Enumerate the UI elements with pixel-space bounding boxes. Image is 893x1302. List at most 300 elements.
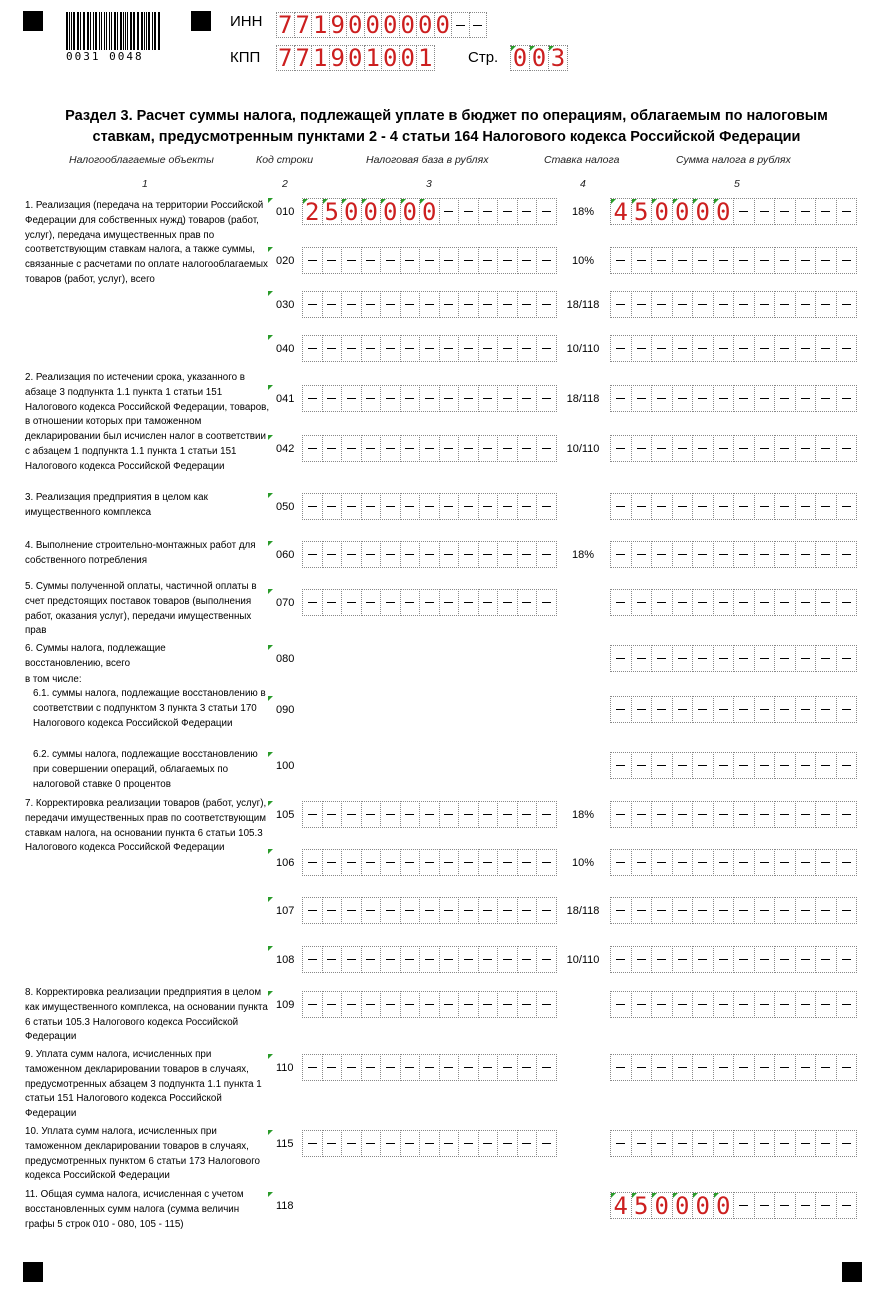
- amount-cell[interactable]: [692, 849, 714, 876]
- base-cell[interactable]: [341, 897, 362, 924]
- base-cell[interactable]: [536, 801, 557, 828]
- amount-cell[interactable]: [713, 946, 735, 973]
- amount-cell[interactable]: [795, 291, 817, 318]
- base-cell[interactable]: [517, 291, 538, 318]
- tax-amount-field-030[interactable]: [610, 291, 856, 318]
- amount-cell[interactable]: [713, 335, 735, 362]
- amount-cell[interactable]: [754, 645, 776, 672]
- amount-cell[interactable]: [610, 247, 632, 274]
- amount-cell[interactable]: [713, 198, 735, 225]
- amount-cell[interactable]: [672, 946, 694, 973]
- amount-cell[interactable]: [610, 645, 632, 672]
- base-cell[interactable]: [341, 801, 362, 828]
- base-cell[interactable]: [322, 247, 343, 274]
- base-cell[interactable]: [517, 1130, 538, 1157]
- amount-cell[interactable]: [795, 247, 817, 274]
- base-cell[interactable]: [497, 1130, 518, 1157]
- amount-cell[interactable]: [815, 645, 837, 672]
- base-cell[interactable]: [302, 493, 323, 520]
- amount-cell[interactable]: [815, 385, 837, 412]
- amount-cell[interactable]: [651, 1192, 673, 1219]
- amount-cell[interactable]: [651, 946, 673, 973]
- amount-cell[interactable]: [774, 435, 796, 462]
- amount-cell[interactable]: [692, 247, 714, 274]
- tax-base-field-010[interactable]: [302, 198, 556, 225]
- amount-cell[interactable]: [733, 335, 755, 362]
- amount-cell[interactable]: [815, 435, 837, 462]
- amount-cell[interactable]: [651, 801, 673, 828]
- base-cell[interactable]: [419, 541, 440, 568]
- amount-cell[interactable]: [754, 335, 776, 362]
- amount-cell[interactable]: [631, 541, 653, 568]
- amount-cell[interactable]: [631, 897, 653, 924]
- amount-cell[interactable]: [754, 291, 776, 318]
- base-cell[interactable]: [361, 493, 382, 520]
- inn-cell[interactable]: [294, 12, 313, 38]
- base-cell[interactable]: [439, 946, 460, 973]
- page-cell[interactable]: [548, 45, 568, 71]
- base-cell[interactable]: [536, 385, 557, 412]
- amount-cell[interactable]: [651, 991, 673, 1018]
- base-cell[interactable]: [497, 291, 518, 318]
- amount-cell[interactable]: [692, 991, 714, 1018]
- amount-cell[interactable]: [815, 1054, 837, 1081]
- amount-cell[interactable]: [815, 991, 837, 1018]
- base-cell[interactable]: [341, 589, 362, 616]
- amount-cell[interactable]: [713, 247, 735, 274]
- base-cell[interactable]: [341, 1130, 362, 1157]
- amount-cell[interactable]: [692, 1054, 714, 1081]
- amount-cell[interactable]: [672, 897, 694, 924]
- amount-cell[interactable]: [733, 589, 755, 616]
- amount-cell[interactable]: [631, 696, 653, 723]
- base-cell[interactable]: [322, 291, 343, 318]
- amount-cell[interactable]: [774, 696, 796, 723]
- kpp-cell[interactable]: [346, 45, 365, 71]
- amount-cell[interactable]: [672, 541, 694, 568]
- base-cell[interactable]: [341, 198, 362, 225]
- base-cell[interactable]: [536, 541, 557, 568]
- base-cell[interactable]: [419, 946, 440, 973]
- amount-cell[interactable]: [795, 385, 817, 412]
- base-cell[interactable]: [536, 247, 557, 274]
- amount-cell[interactable]: [795, 696, 817, 723]
- amount-cell[interactable]: [610, 1130, 632, 1157]
- amount-cell[interactable]: [815, 541, 837, 568]
- amount-cell[interactable]: [815, 589, 837, 616]
- base-cell[interactable]: [478, 589, 499, 616]
- tax-amount-field-106[interactable]: [610, 849, 856, 876]
- base-cell[interactable]: [302, 801, 323, 828]
- amount-cell[interactable]: [774, 752, 796, 779]
- amount-cell[interactable]: [754, 1192, 776, 1219]
- amount-cell[interactable]: [815, 291, 837, 318]
- amount-cell[interactable]: [713, 435, 735, 462]
- tax-base-field-020[interactable]: [302, 247, 556, 274]
- amount-cell[interactable]: [815, 849, 837, 876]
- amount-cell[interactable]: [836, 1130, 858, 1157]
- amount-cell[interactable]: [733, 1130, 755, 1157]
- amount-cell[interactable]: [774, 946, 796, 973]
- base-cell[interactable]: [458, 897, 479, 924]
- base-cell[interactable]: [419, 801, 440, 828]
- base-cell[interactable]: [478, 991, 499, 1018]
- base-cell[interactable]: [536, 435, 557, 462]
- base-cell[interactable]: [419, 849, 440, 876]
- base-cell[interactable]: [458, 291, 479, 318]
- base-cell[interactable]: [419, 493, 440, 520]
- base-cell[interactable]: [439, 897, 460, 924]
- base-cell[interactable]: [478, 897, 499, 924]
- amount-cell[interactable]: [754, 752, 776, 779]
- base-cell[interactable]: [322, 849, 343, 876]
- amount-cell[interactable]: [774, 645, 796, 672]
- amount-cell[interactable]: [754, 897, 776, 924]
- tax-amount-field-118[interactable]: [610, 1192, 856, 1219]
- base-cell[interactable]: [302, 435, 323, 462]
- page-cell[interactable]: [510, 45, 530, 71]
- amount-cell[interactable]: [836, 752, 858, 779]
- amount-cell[interactable]: [672, 1130, 694, 1157]
- amount-cell[interactable]: [836, 335, 858, 362]
- amount-cell[interactable]: [774, 541, 796, 568]
- base-cell[interactable]: [302, 1054, 323, 1081]
- amount-cell[interactable]: [733, 752, 755, 779]
- base-cell[interactable]: [517, 493, 538, 520]
- base-cell[interactable]: [458, 335, 479, 362]
- amount-cell[interactable]: [610, 991, 632, 1018]
- base-cell[interactable]: [497, 385, 518, 412]
- amount-cell[interactable]: [692, 385, 714, 412]
- amount-cell[interactable]: [651, 897, 673, 924]
- amount-cell[interactable]: [836, 493, 858, 520]
- base-cell[interactable]: [380, 291, 401, 318]
- base-cell[interactable]: [322, 801, 343, 828]
- inn-cell[interactable]: [451, 12, 470, 38]
- amount-cell[interactable]: [692, 1130, 714, 1157]
- base-cell[interactable]: [497, 493, 518, 520]
- base-cell[interactable]: [341, 335, 362, 362]
- amount-cell[interactable]: [733, 291, 755, 318]
- base-cell[interactable]: [497, 849, 518, 876]
- base-cell[interactable]: [380, 897, 401, 924]
- inn-cell[interactable]: [346, 12, 365, 38]
- base-cell[interactable]: [536, 589, 557, 616]
- base-cell[interactable]: [322, 198, 343, 225]
- base-cell[interactable]: [341, 385, 362, 412]
- amount-cell[interactable]: [672, 801, 694, 828]
- base-cell[interactable]: [400, 1130, 421, 1157]
- base-cell[interactable]: [361, 589, 382, 616]
- amount-cell[interactable]: [651, 1130, 673, 1157]
- page-cell[interactable]: [529, 45, 549, 71]
- tax-base-field-030[interactable]: [302, 291, 556, 318]
- base-cell[interactable]: [439, 435, 460, 462]
- amount-cell[interactable]: [713, 589, 735, 616]
- base-cell[interactable]: [302, 946, 323, 973]
- amount-cell[interactable]: [713, 849, 735, 876]
- amount-cell[interactable]: [836, 589, 858, 616]
- amount-cell[interactable]: [631, 335, 653, 362]
- amount-cell[interactable]: [815, 198, 837, 225]
- amount-cell[interactable]: [713, 752, 735, 779]
- base-cell[interactable]: [361, 897, 382, 924]
- amount-cell[interactable]: [692, 589, 714, 616]
- amount-cell[interactable]: [651, 291, 673, 318]
- tax-amount-field-042[interactable]: [610, 435, 856, 462]
- amount-cell[interactable]: [692, 541, 714, 568]
- base-cell[interactable]: [517, 335, 538, 362]
- base-cell[interactable]: [400, 493, 421, 520]
- amount-cell[interactable]: [733, 493, 755, 520]
- base-cell[interactable]: [341, 1054, 362, 1081]
- base-cell[interactable]: [419, 991, 440, 1018]
- base-cell[interactable]: [439, 801, 460, 828]
- base-cell[interactable]: [517, 589, 538, 616]
- base-cell[interactable]: [497, 589, 518, 616]
- base-cell[interactable]: [419, 589, 440, 616]
- kpp-cell[interactable]: [416, 45, 435, 71]
- amount-cell[interactable]: [774, 335, 796, 362]
- inn-cell[interactable]: [311, 12, 330, 38]
- base-cell[interactable]: [439, 385, 460, 412]
- amount-cell[interactable]: [774, 589, 796, 616]
- amount-cell[interactable]: [610, 493, 632, 520]
- amount-cell[interactable]: [836, 645, 858, 672]
- base-cell[interactable]: [380, 385, 401, 412]
- base-cell[interactable]: [341, 247, 362, 274]
- amount-cell[interactable]: [795, 541, 817, 568]
- amount-cell[interactable]: [733, 991, 755, 1018]
- amount-cell[interactable]: [651, 1054, 673, 1081]
- amount-cell[interactable]: [733, 897, 755, 924]
- amount-cell[interactable]: [672, 589, 694, 616]
- amount-cell[interactable]: [795, 801, 817, 828]
- amount-cell[interactable]: [713, 493, 735, 520]
- amount-cell[interactable]: [692, 752, 714, 779]
- tax-amount-field-105[interactable]: [610, 801, 856, 828]
- inn-cell[interactable]: [364, 12, 383, 38]
- amount-cell[interactable]: [713, 1054, 735, 1081]
- amount-cell[interactable]: [795, 1192, 817, 1219]
- amount-cell[interactable]: [733, 696, 755, 723]
- amount-cell[interactable]: [795, 1130, 817, 1157]
- amount-cell[interactable]: [713, 1192, 735, 1219]
- amount-cell[interactable]: [631, 1130, 653, 1157]
- base-cell[interactable]: [458, 946, 479, 973]
- amount-cell[interactable]: [610, 897, 632, 924]
- amount-cell[interactable]: [774, 1192, 796, 1219]
- amount-cell[interactable]: [651, 493, 673, 520]
- base-cell[interactable]: [517, 1054, 538, 1081]
- amount-cell[interactable]: [672, 849, 694, 876]
- tax-base-field-060[interactable]: [302, 541, 556, 568]
- base-cell[interactable]: [536, 1130, 557, 1157]
- amount-cell[interactable]: [733, 801, 755, 828]
- base-cell[interactable]: [497, 946, 518, 973]
- amount-cell[interactable]: [631, 247, 653, 274]
- amount-cell[interactable]: [672, 198, 694, 225]
- amount-cell[interactable]: [774, 801, 796, 828]
- base-cell[interactable]: [536, 1054, 557, 1081]
- base-cell[interactable]: [400, 541, 421, 568]
- base-cell[interactable]: [536, 849, 557, 876]
- amount-cell[interactable]: [774, 198, 796, 225]
- amount-cell[interactable]: [672, 335, 694, 362]
- inn-cell[interactable]: [381, 12, 400, 38]
- amount-cell[interactable]: [815, 752, 837, 779]
- amount-cell[interactable]: [795, 589, 817, 616]
- base-cell[interactable]: [322, 897, 343, 924]
- base-cell[interactable]: [361, 335, 382, 362]
- amount-cell[interactable]: [774, 1130, 796, 1157]
- base-cell[interactable]: [302, 291, 323, 318]
- base-cell[interactable]: [361, 991, 382, 1018]
- base-cell[interactable]: [536, 291, 557, 318]
- base-cell[interactable]: [302, 897, 323, 924]
- amount-cell[interactable]: [651, 541, 673, 568]
- amount-cell[interactable]: [774, 493, 796, 520]
- base-cell[interactable]: [497, 1054, 518, 1081]
- amount-cell[interactable]: [692, 946, 714, 973]
- base-cell[interactable]: [341, 493, 362, 520]
- amount-cell[interactable]: [836, 849, 858, 876]
- base-cell[interactable]: [458, 198, 479, 225]
- base-cell[interactable]: [439, 335, 460, 362]
- base-cell[interactable]: [341, 435, 362, 462]
- base-cell[interactable]: [439, 849, 460, 876]
- base-cell[interactable]: [322, 493, 343, 520]
- base-cell[interactable]: [400, 247, 421, 274]
- tax-base-field-110[interactable]: [302, 1054, 556, 1081]
- page-number-field[interactable]: [510, 45, 567, 71]
- amount-cell[interactable]: [672, 385, 694, 412]
- base-cell[interactable]: [439, 291, 460, 318]
- amount-cell[interactable]: [651, 198, 673, 225]
- amount-cell[interactable]: [795, 198, 817, 225]
- amount-cell[interactable]: [692, 335, 714, 362]
- amount-cell[interactable]: [836, 247, 858, 274]
- base-cell[interactable]: [361, 1054, 382, 1081]
- amount-cell[interactable]: [815, 946, 837, 973]
- base-cell[interactable]: [400, 897, 421, 924]
- amount-cell[interactable]: [610, 801, 632, 828]
- amount-cell[interactable]: [733, 541, 755, 568]
- base-cell[interactable]: [361, 247, 382, 274]
- amount-cell[interactable]: [795, 645, 817, 672]
- base-cell[interactable]: [380, 247, 401, 274]
- base-cell[interactable]: [302, 589, 323, 616]
- amount-cell[interactable]: [631, 991, 653, 1018]
- amount-cell[interactable]: [836, 696, 858, 723]
- amount-cell[interactable]: [733, 946, 755, 973]
- amount-cell[interactable]: [754, 1054, 776, 1081]
- amount-cell[interactable]: [733, 849, 755, 876]
- base-cell[interactable]: [458, 435, 479, 462]
- base-cell[interactable]: [497, 897, 518, 924]
- amount-cell[interactable]: [836, 897, 858, 924]
- amount-cell[interactable]: [692, 897, 714, 924]
- amount-cell[interactable]: [836, 1192, 858, 1219]
- base-cell[interactable]: [380, 1130, 401, 1157]
- amount-cell[interactable]: [713, 645, 735, 672]
- base-cell[interactable]: [302, 385, 323, 412]
- base-cell[interactable]: [341, 541, 362, 568]
- tax-amount-field-060[interactable]: [610, 541, 856, 568]
- tax-amount-field-010[interactable]: [610, 198, 856, 225]
- base-cell[interactable]: [380, 1054, 401, 1081]
- base-cell[interactable]: [439, 1054, 460, 1081]
- amount-cell[interactable]: [795, 991, 817, 1018]
- base-cell[interactable]: [536, 493, 557, 520]
- base-cell[interactable]: [478, 541, 499, 568]
- amount-cell[interactable]: [610, 752, 632, 779]
- tax-base-field-040[interactable]: [302, 335, 556, 362]
- amount-cell[interactable]: [692, 291, 714, 318]
- tax-base-field-041[interactable]: [302, 385, 556, 412]
- kpp-cell[interactable]: [399, 45, 418, 71]
- amount-cell[interactable]: [631, 291, 653, 318]
- tax-amount-field-109[interactable]: [610, 991, 856, 1018]
- base-cell[interactable]: [478, 247, 499, 274]
- amount-cell[interactable]: [631, 493, 653, 520]
- tax-base-field-042[interactable]: [302, 435, 556, 462]
- base-cell[interactable]: [497, 335, 518, 362]
- tax-amount-field-080[interactable]: [610, 645, 856, 672]
- amount-cell[interactable]: [836, 291, 858, 318]
- base-cell[interactable]: [478, 385, 499, 412]
- amount-cell[interactable]: [610, 385, 632, 412]
- base-cell[interactable]: [380, 198, 401, 225]
- base-cell[interactable]: [322, 435, 343, 462]
- amount-cell[interactable]: [610, 198, 632, 225]
- amount-cell[interactable]: [836, 946, 858, 973]
- amount-cell[interactable]: [713, 1130, 735, 1157]
- kpp-cell[interactable]: [294, 45, 313, 71]
- base-cell[interactable]: [517, 385, 538, 412]
- amount-cell[interactable]: [692, 1192, 714, 1219]
- base-cell[interactable]: [419, 198, 440, 225]
- amount-cell[interactable]: [692, 493, 714, 520]
- base-cell[interactable]: [302, 247, 323, 274]
- amount-cell[interactable]: [610, 541, 632, 568]
- amount-cell[interactable]: [836, 991, 858, 1018]
- amount-cell[interactable]: [836, 435, 858, 462]
- amount-cell[interactable]: [672, 696, 694, 723]
- amount-cell[interactable]: [672, 247, 694, 274]
- base-cell[interactable]: [380, 589, 401, 616]
- base-cell[interactable]: [419, 1054, 440, 1081]
- kpp-cell[interactable]: [276, 45, 295, 71]
- amount-cell[interactable]: [672, 1192, 694, 1219]
- amount-cell[interactable]: [733, 1192, 755, 1219]
- amount-cell[interactable]: [754, 435, 776, 462]
- amount-cell[interactable]: [795, 946, 817, 973]
- amount-cell[interactable]: [651, 696, 673, 723]
- base-cell[interactable]: [380, 946, 401, 973]
- amount-cell[interactable]: [713, 541, 735, 568]
- amount-cell[interactable]: [610, 849, 632, 876]
- base-cell[interactable]: [322, 385, 343, 412]
- amount-cell[interactable]: [651, 645, 673, 672]
- inn-cell[interactable]: [276, 12, 295, 38]
- amount-cell[interactable]: [754, 385, 776, 412]
- base-cell[interactable]: [361, 435, 382, 462]
- base-cell[interactable]: [322, 991, 343, 1018]
- amount-cell[interactable]: [631, 385, 653, 412]
- base-cell[interactable]: [361, 849, 382, 876]
- tax-base-field-115[interactable]: [302, 1130, 556, 1157]
